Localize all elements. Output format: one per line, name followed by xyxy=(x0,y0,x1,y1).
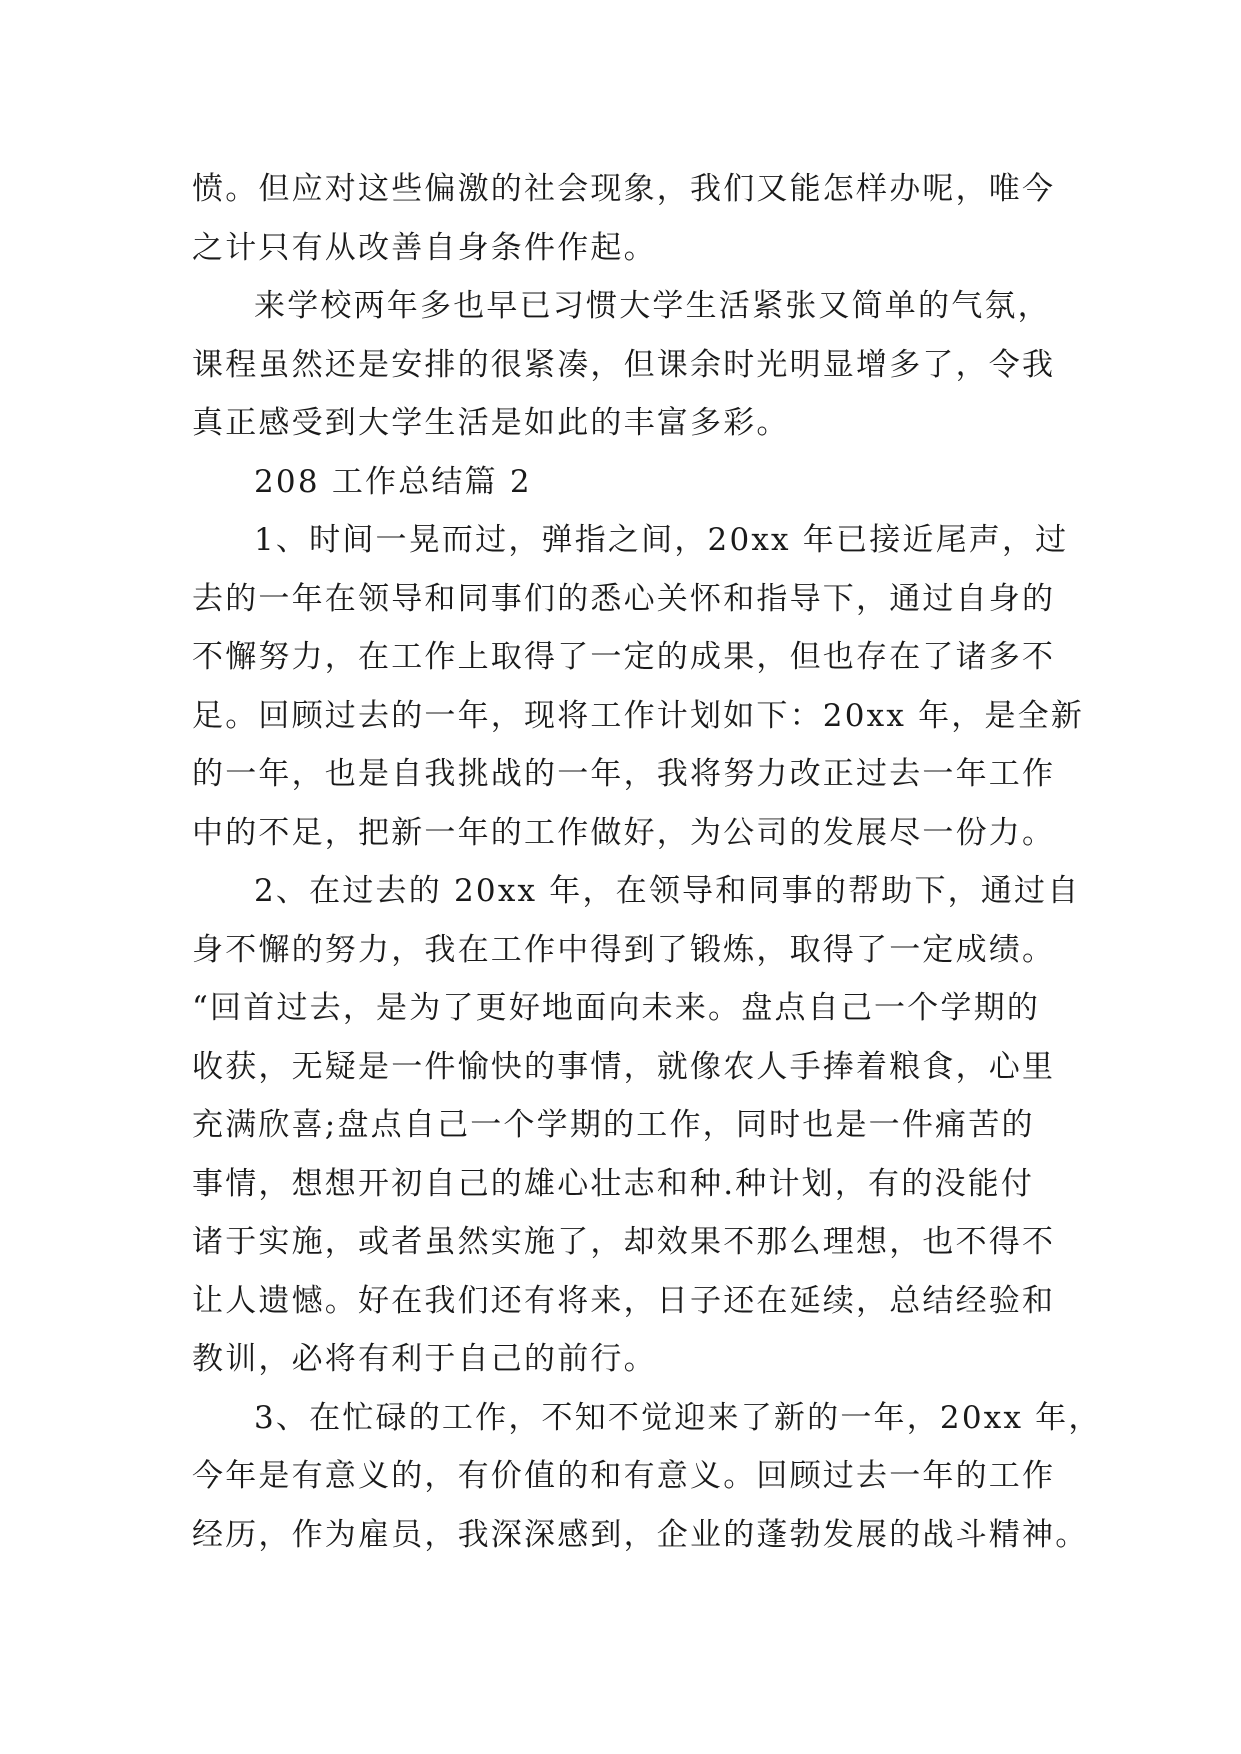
text-line: 今年是有意义的，有价值的和有意义。回顾过去一年的工作 xyxy=(192,1458,1056,1494)
paragraph-item-1 xyxy=(192,511,1085,862)
heading-line: 208 工作总结篇 2 xyxy=(254,463,532,500)
paragraph-campus xyxy=(192,277,1072,453)
text-line: 不懈努力，在工作上取得了一定的成果，但也存在了诸多不 xyxy=(192,639,1056,675)
text-line: 真正感受到大学生活是如此的丰富多彩。 xyxy=(192,405,790,441)
paragraph-item-3 xyxy=(192,1389,1102,1565)
text-line: 身不懈的努力，我在工作中得到了锻炼，取得了一定成绩。 xyxy=(192,931,1056,968)
text-line: 事情，想想开初自己的雄心壮志和种.种计划，有的没能付 xyxy=(192,1165,1035,1202)
paragraph-item-2 xyxy=(192,862,1081,1389)
text-line: 1、时间一晃而过，弹指之间，20xx 年已接近尾声，过 xyxy=(254,522,1069,558)
text-line: 充满欣喜;盘点自己一个学期的工作，同时也是一件痛苦的 xyxy=(192,1107,1035,1143)
text-line: 诸于实施，或者虽然实施了，却效果不那么理想，也不得不 xyxy=(192,1224,1056,1260)
text-line: 课程虽然还是安排的很紧凑，但课余时光明显增多了，令我 xyxy=(192,346,1056,383)
text-line: 让人遗憾。好在我们还有将来，日子还在延续，总结经验和 xyxy=(192,1282,1056,1319)
text-line: 经历，作为雇员，我深深感到，企业的蓬勃发展的战斗精神。 xyxy=(192,1516,1089,1553)
text-line: 2、在过去的 20xx 年，在领导和同事的帮助下，通过自 xyxy=(254,873,1081,909)
text-line: 中的不足，把新一年的工作做好，为公司的发展尽一份力。 xyxy=(192,814,1056,851)
text-line: 之计只有从改善自身条件作起。 xyxy=(192,229,657,266)
text-line: 教训，必将有利于自己的前行。 xyxy=(192,1341,657,1377)
section-heading xyxy=(192,453,1072,512)
text-line: 3、在忙碌的工作，不知不觉迎来了新的一年，20xx 年， xyxy=(254,1399,1102,1436)
text-line: “回首过去，是为了更好地面向未来。盘点自己一个学期的 xyxy=(192,990,1041,1026)
text-line: 来学校两年多也早已习惯大学生活紧张又简单的气氛， xyxy=(254,288,1051,324)
document-body xyxy=(192,160,1102,1564)
text-line: 足。回顾过去的一年，现将工作计划如下：20xx 年，是全新 xyxy=(192,697,1085,734)
text-line: 愤。但应对这些偏激的社会现象，我们又能怎样办呢，唯今 xyxy=(192,171,1056,207)
text-line: 收获，无疑是一件愉快的事情，就像农人手捧着粮食，心里 xyxy=(192,1048,1056,1085)
paragraph-continued xyxy=(192,160,1072,277)
text-line: 的一年，也是自我挑战的一年，我将努力改正过去一年工作 xyxy=(192,756,1056,792)
text-line: 去的一年在领导和同事们的悉心关怀和指导下，通过自身的 xyxy=(192,580,1056,617)
